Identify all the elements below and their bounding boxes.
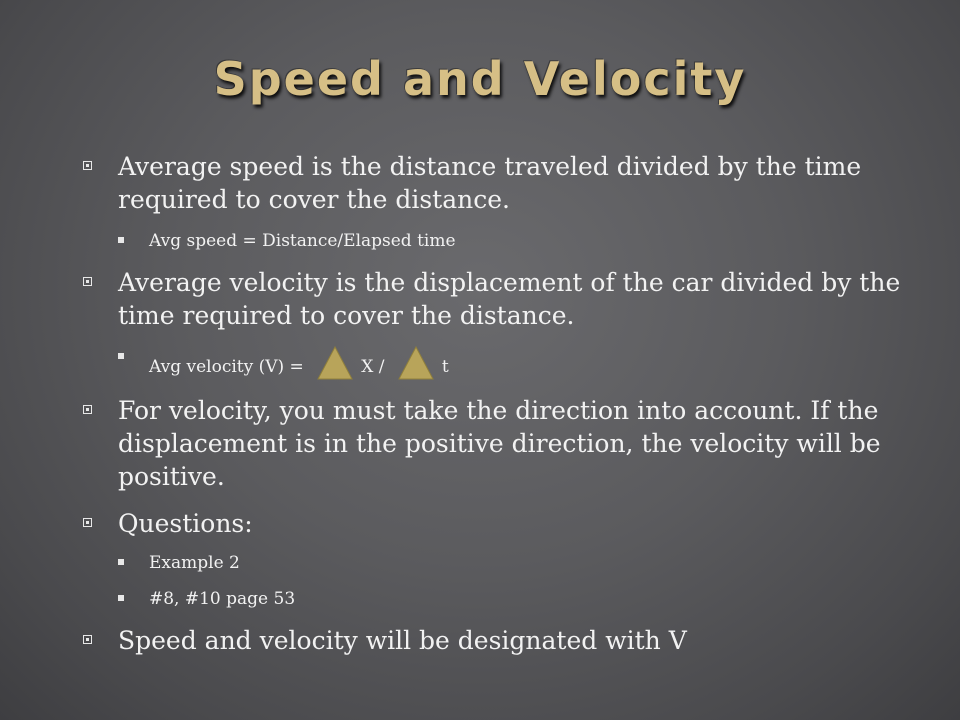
sub-bullet-text: Avg speed = Distance/Elapsed time [149, 231, 456, 251]
sub-bullet-homework [80, 588, 910, 610]
bullet-velocity-direction [80, 394, 910, 493]
square-bullet-icon [83, 405, 92, 414]
square-bullet-icon [83, 518, 92, 527]
bullet-text: Speed and velocity will be designated with V [118, 626, 687, 655]
formula-mid: X / [361, 357, 385, 377]
square-bullet-icon [83, 635, 92, 644]
sub-bullet-velocity-formula [80, 346, 910, 380]
small-square-bullet-icon [118, 237, 124, 243]
delta-triangle-icon [398, 346, 434, 380]
formula-rhs: t [441, 357, 449, 377]
bullet-list [80, 150, 910, 671]
bullet-questions [80, 507, 910, 540]
bullet-text: Average speed is the distance traveled divided by the time required to cover the distance. [118, 152, 862, 214]
bullet-text: For velocity, you must take the direction into account. If the displacement is in the positive direction, the velocity will be positive. [118, 396, 881, 491]
formula-lhs: Avg velocity (V) = [149, 357, 304, 377]
small-square-bullet-icon [118, 559, 124, 565]
sub-bullet-example [80, 552, 910, 574]
slide-title: Speed and Velocity [213, 52, 747, 106]
sub-bullet-speed-formula [80, 230, 910, 252]
bullet-text: Questions: [118, 509, 253, 538]
bullet-average-velocity [80, 266, 910, 332]
sub-bullet-text: #8, #10 page 53 [149, 589, 296, 609]
small-square-bullet-icon [118, 595, 124, 601]
square-bullet-icon [83, 277, 92, 286]
bullet-average-speed [80, 150, 910, 216]
delta-triangle-icon [317, 346, 353, 380]
square-bullet-icon [83, 161, 92, 170]
bullet-text: Average velocity is the displacement of the car divided by the time required to cover the distance. [118, 268, 901, 330]
bullet-designation [80, 624, 910, 657]
sub-bullet-text: Example 2 [149, 553, 240, 573]
small-square-bullet-icon [118, 353, 124, 359]
